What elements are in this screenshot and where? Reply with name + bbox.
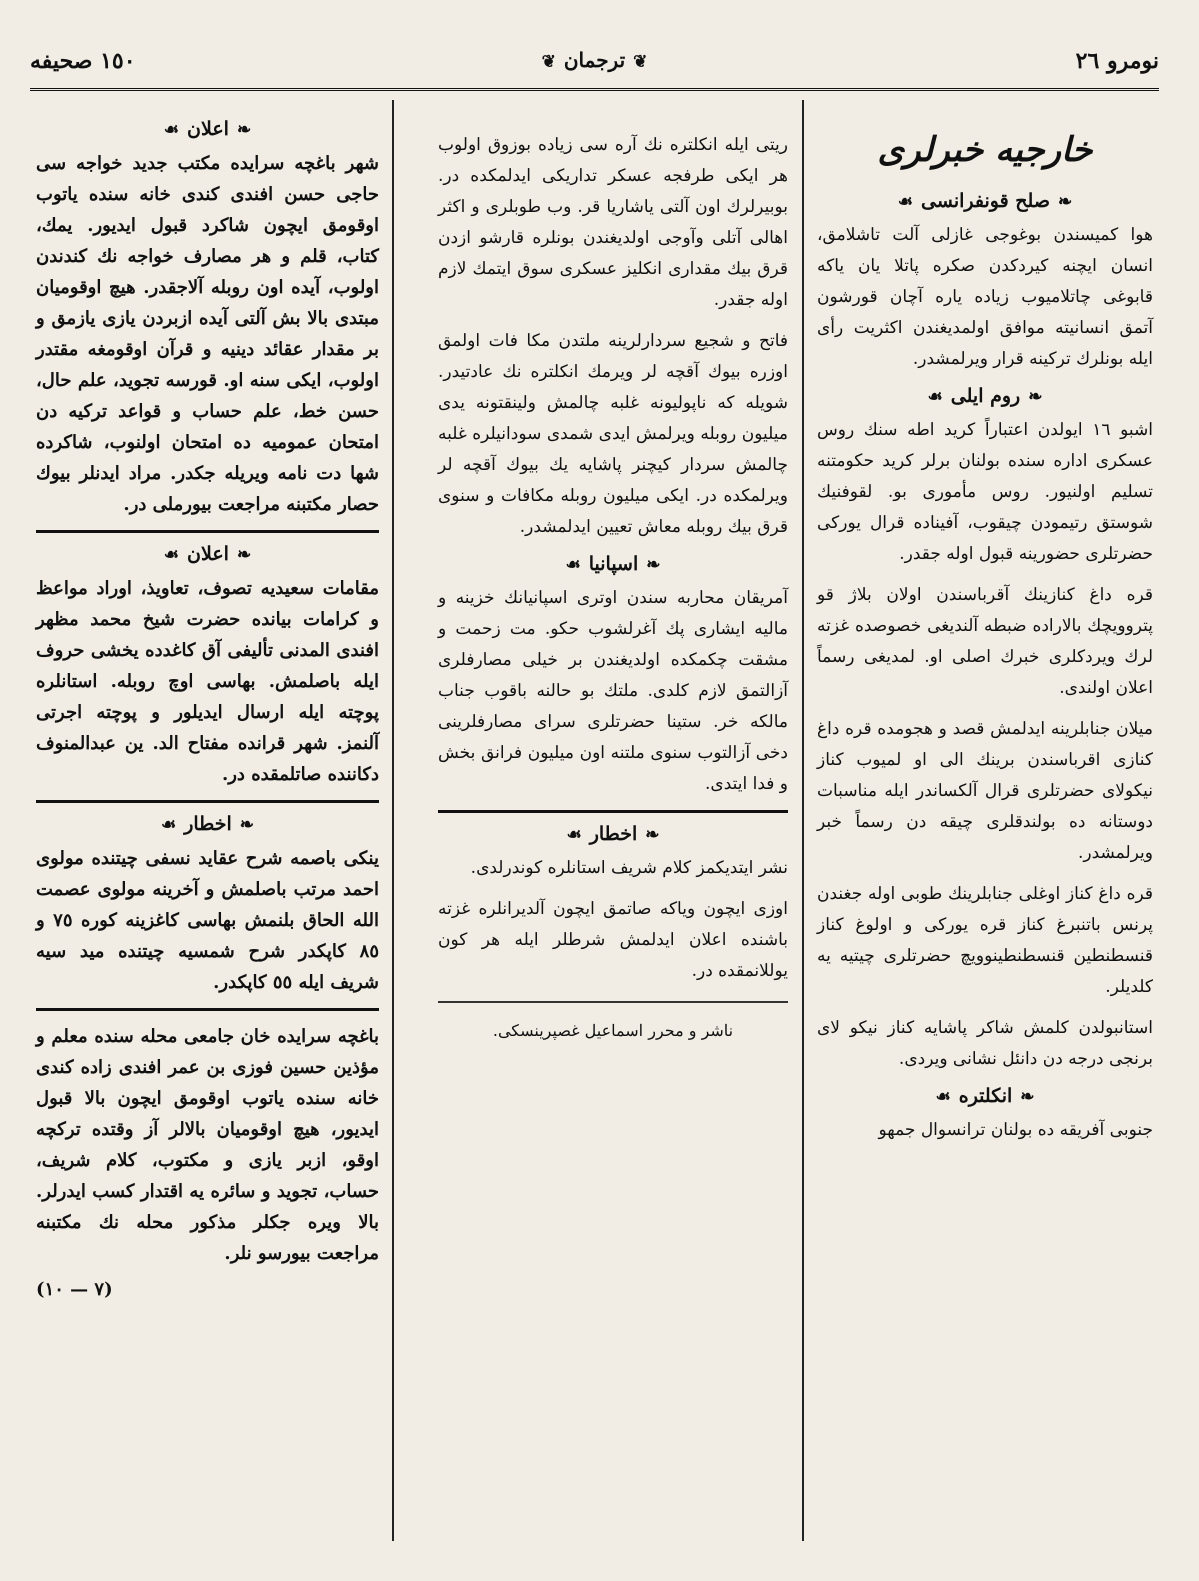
ornament-icon: ☙ — [163, 545, 180, 565]
ornament-icon: ❧ — [646, 555, 661, 575]
notice-paragraph: اوزى ايچون وياكه صاتمق ايچون آلديرانلره غزته باشنده اعلان ايدلمش شرطلر ايله هر كون يوللانمقده در. — [438, 899, 788, 981]
article-paragraph: قره داغ كنازينك آقرباسندن اولان بلاژ قو پتروويچك بالاراده ضبطه آلنديغى خصوصده غزته لرك ويردكلرى خبرك اصلى او. لمديغى رسماً اعلان اولندى. — [817, 585, 1153, 698]
issue-number: نومرو ٢٦ — [1075, 48, 1159, 74]
subhead-text: اسپانيا — [588, 553, 639, 575]
article-paragraph: فاتح و شجيع سردارلرينه ملتدن مكا فات اولمق اوزره بيوك آقچه لر ويرمك انكلتره نك عادتيدر. شويله كه ناپوليونه غلبه چالمش ولينقتونه يدى ميليون روبله ويرلمش ايدى شمدى سودانيلره غلبه چالمش سردار كيچنر پاشايه يك بيوك آقچه لر ويرلمكده در. ايكى ميليون روبله مكافات و سنوى قرق بيك روبله معاش تعيين ايدلمشدر. — [438, 331, 788, 537]
ornament-icon: ❧ — [236, 120, 252, 140]
ornament-icon: ☙ — [160, 815, 177, 835]
article-paragraph: جنوبى آفريقه ده بولنان ترانسوال جمهو — [878, 1120, 1153, 1140]
column-left — [30, 100, 385, 1541]
article-paragraph: قره داغ كناز اوغلى جنابلرينك طوبى اوله جغندن پرنس باتنبرغ كناز قره يوركى و اولوغ كناز قنسطنطين قنسطنطينوويچ حضرتلرى چيتيه يه كلديلر. — [817, 884, 1153, 997]
ad-paragraph: مقامات سعيديه تصوف، تعاويذ، اوراد مواعظ و كرامات بيانده حضرت شيخ محمد مظهر افندى المدنى تأليفى آق كاغدده يخشى حروف ايله باصلمش. بهاسى اوچ روبله. استانلره پوچته ايله ارسال ايديلور و پوچته اجرتى آلنمز. شهر قرانده مفتاح الد. ين عبدالمنوف دكاننده صاتلمقده در. — [36, 578, 379, 785]
ornament-icon: ❧ — [1020, 1087, 1035, 1107]
ornament-icon: ❧ — [236, 545, 252, 565]
ornament-icon: ☙ — [935, 1087, 951, 1107]
ornament-icon: ❦ — [541, 52, 556, 72]
column-divider — [802, 100, 804, 1541]
article-paragraph: اشبو ١٦ ايولدن اعتباراً كريد اطه سنك روس عسكرى اداره سنده بولنان برلر كريد حكومتنه تسليم اولنيور. روس مأمورى بو. لقوفنيك شوستق رتيمودن چيقوب، آفيناده قرال يوركى حضرتلرى حضورينه قبول اوله جقدر. — [817, 420, 1153, 564]
subhead-spain — [438, 553, 788, 575]
ornament-icon: ☙ — [897, 192, 914, 212]
column-divider — [392, 100, 394, 1541]
subhead-rumelia — [817, 385, 1153, 407]
article-paragraph: آمريقان محاربه سندن اوترى اسپانيانك خزينه و ماليه ايشارى پك آغرلشوب حكو. مت زحمت و مشقت چكمكده اولديغندن بر خيلى مصارفلرى آزالتمق لازم كلدى. ملتك بو حالنه باقوب جناب مالكه خر. ستينا حضرتلرى سراى مصارفلرينى دخى آزالتوب سنوى ملتنه اون ميليون فرانق بخش و فدا ايتدى. — [438, 588, 788, 794]
ornament-icon: ❧ — [1028, 387, 1043, 407]
column-middle — [432, 100, 794, 1541]
notice-paragraph: نشر ايتديكمز كلام شريف استانلره كوندرلدى. — [470, 858, 788, 878]
ornament-icon: ☙ — [566, 825, 582, 845]
subhead-text: صلح قونفرانسى — [921, 190, 1050, 212]
subhead-text: روم ايلى — [950, 385, 1021, 407]
article-paragraph: ميلان جنابلرينه ايدلمش قصد و هجومده قره داغ كنازى اقرباسندن برينك الى او لميوب كناز نيكولاى حضرتلرى قرال آلكساندر ايله مناسبات دوستانه ده بولندقلرى چيقه دن رسماً خبر ويرلمشدر. — [817, 719, 1153, 863]
publisher-line: ناشر و محرر اسماعيل غصپرينسكى. — [492, 1021, 734, 1040]
ornament-icon: ☙ — [927, 387, 943, 407]
subhead-announcement — [36, 543, 379, 565]
ornament-icon: ❧ — [645, 825, 660, 845]
ornament-icon: ☙ — [163, 120, 180, 140]
ad-issue-range: (٧ — ١٠) — [36, 1279, 113, 1300]
subhead-notice — [36, 813, 379, 835]
article-paragraph: هوا كميسندن بوغوجى غازلى آلت تاشلامق، انسان ايچنه كيردكدن صكره پاتلا يان ياكه قابوغى چاتلاميوب زياده ياره آچان قورشون آتمق انسانيته موافق اولمديغندن اكثريت رأى ايله بونلرك تركينه قرار ويرلمشدر. — [817, 225, 1153, 369]
newspaper-title-text: ترجمان — [563, 48, 626, 72]
ad-paragraph: ينكى باصمه شرح عقايد نسفى چيتنده مولوى احمد مرتب باصلمش و آخرينه مولوى عصمت الله الحاق بلنمش بهاسى كاغزينه كوره ٧٥ و ٨٥ كاپكدر شرح شمسيه چيتنده ميد سيه شريف ايله ٥٥ كاپكدر. — [36, 848, 379, 993]
newspaper-title — [534, 48, 656, 72]
ad-paragraph: شهر باغچه سرايده مكتب جديد خواجه سى حاجى حسن افندى كندى خانه سنده ياتوب اوقومق ايچون شاكرد قبول ايديور. يمك، كتاب، قلم و هر مصارف خواجه نك كندندن اولوب، آيده اون روبله آلاجقدر. هيچ اوقوميان مبتدى بالا بش آلتى آيده ازبردن يازى يازمق و بر مقدار عقائد دينيه و قرآن اوقومغه مقتدر اولوب، ايكى سنه او. قورسه تجويد، علم حال، حسن خط، علم حساب و قواعد تركيه دن امتحان عموميه ده امتحان اولنوب، شاكرده شها دت نامه ويريله جكدر. مراد ايدنلر بيوك حصار مكتبنه مراجعت بيورملى در. — [36, 153, 379, 515]
section-rule — [438, 1001, 788, 1003]
column-right — [811, 100, 1159, 1541]
subhead-notice — [438, 823, 788, 845]
ornament-icon: ☙ — [565, 555, 581, 575]
ornament-icon: ❧ — [1057, 192, 1073, 212]
subhead-text: انكلتره — [958, 1085, 1013, 1107]
subhead-text: اعلان — [187, 543, 229, 565]
section-rule — [36, 1008, 379, 1011]
ornament-icon: ❧ — [239, 815, 255, 835]
page-header — [30, 48, 1159, 86]
subhead-peace-conference — [817, 190, 1153, 212]
subhead-announcement — [36, 118, 379, 140]
subhead-text: اخطار — [184, 813, 232, 835]
subhead-england — [817, 1085, 1153, 1107]
ad-paragraph: باغچه سرايده خان جامعى محله سنده معلم و مؤذين حسين فوزى بن عمر افندى زاده كندى خانه سنده ياتوب اوقومق ايچون بالا قبول ايديور، هيچ اوقوميان بالالر آز وقتده تركچه اوقو، ازبر يازى و مكتوب، كلام شريف، حساب، تجويد و سائره يه اقتدار كسب ايدرلر. بالا ويره جكلر مذكور محله نك مكتبنه مراجعت بيورسو نلر. — [36, 1026, 379, 1264]
article-paragraph: ريتى ايله انكلتره نك آره سى زياده بوزوق اولوب هر ايكى طرفجه عسكر تداريكى ايدلمكده در. بوبيرلرك اون آلتى ياشاريا قر. وب طوبلرى و اكثر اهالى آتلى وآوجى اولديغندن بونلره قارشو ازدن قرق بيك مقدارى انكليز عسكرى سوق ايتمك لازم اوله جقدر. — [438, 135, 788, 310]
section-title-foreign-news: خارجيه خبرلرى — [877, 130, 1093, 170]
subhead-text: اعلان — [187, 118, 229, 140]
ornament-icon: ❦ — [633, 52, 648, 72]
section-rule — [438, 810, 788, 813]
section-rule — [36, 530, 379, 533]
subhead-text: اخطار — [589, 823, 638, 845]
header-rule — [30, 88, 1159, 95]
page-number: ١٥٠ صحيفه — [30, 48, 136, 74]
article-paragraph: استانبولدن كلمش شاكر پاشايه كناز نيكو لاى برنجى درجه دن دانئل نشانى ويردى. — [817, 1018, 1153, 1069]
section-rule — [36, 800, 379, 803]
